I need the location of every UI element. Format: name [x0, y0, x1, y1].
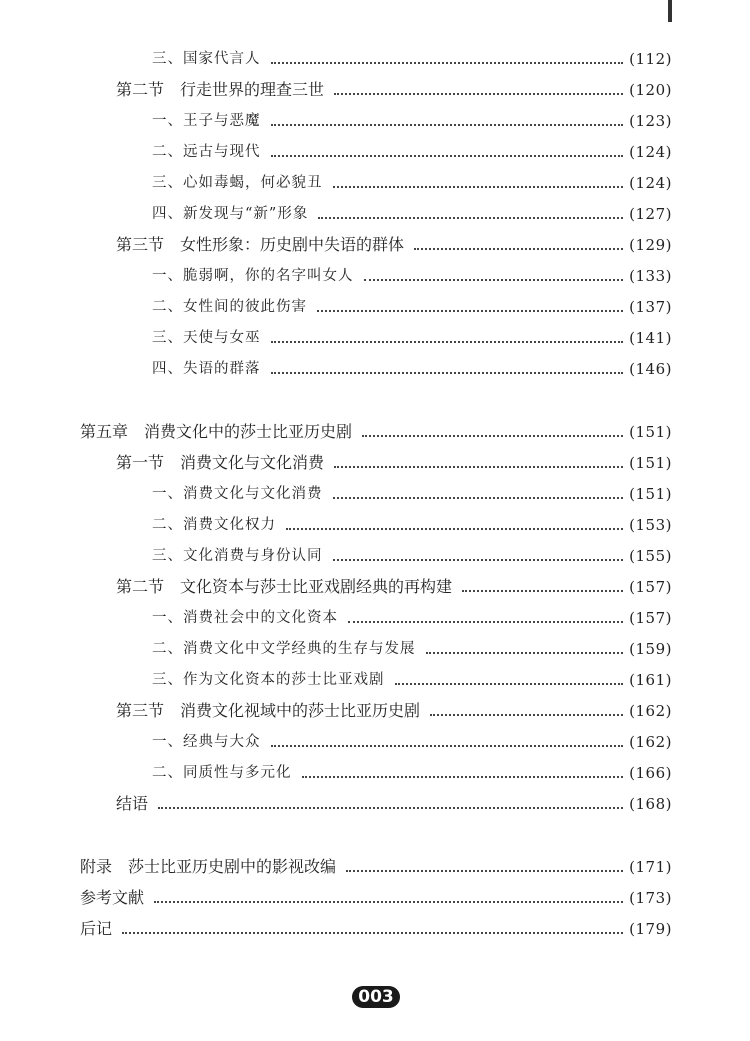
toc-entry	[116, 698, 672, 720]
toc-entry-title: 第二节 文化资本与莎士比亚戏剧经典的再构建	[116, 577, 453, 596]
toc-entry-title: 后记	[80, 919, 113, 938]
dot-leader	[271, 372, 624, 374]
toc-entry-title: 结语	[116, 794, 149, 813]
toc-entry	[80, 916, 672, 938]
toc-entry	[152, 170, 672, 192]
toc-entry-title: 三、心如毒蝎，何必貌丑	[152, 175, 323, 191]
dot-leader	[271, 124, 624, 126]
toc-entry-title: 附录 莎士比亚历史剧中的影视改编	[80, 857, 337, 876]
toc-entry-page: (159)	[629, 640, 672, 658]
toc-entry-page: (120)	[629, 81, 672, 99]
dot-leader	[430, 714, 623, 716]
dot-leader	[333, 559, 624, 561]
dot-leader	[154, 901, 623, 903]
toc-entry-page: (157)	[629, 578, 672, 596]
toc-entry-page: (141)	[629, 329, 672, 347]
toc-entry-page: (179)	[629, 920, 672, 938]
toc-entry-page: (168)	[629, 795, 672, 813]
toc-entry-title: 二、同质性与多元化	[152, 765, 292, 781]
dot-leader	[362, 435, 623, 437]
toc-entry-page: (151)	[629, 423, 672, 441]
dot-leader	[414, 248, 623, 250]
toc-entry-title: 四、新发现与“新”形象	[152, 206, 309, 222]
toc-entry-page: (162)	[629, 702, 672, 720]
toc-entry-title: 二、女性间的彼此伤害	[152, 299, 307, 315]
dot-leader	[271, 745, 624, 747]
toc-entry-title: 第二节 行走世界的理查三世	[116, 80, 325, 99]
dot-leader	[302, 776, 624, 778]
dot-leader	[348, 621, 623, 623]
toc-entry	[116, 791, 672, 813]
toc-entry	[80, 854, 672, 876]
toc-entry	[116, 574, 672, 596]
toc-entry-title: 二、远古与现代	[152, 144, 261, 160]
dot-leader	[271, 155, 624, 157]
toc-entry	[116, 450, 672, 472]
dot-leader	[271, 62, 624, 64]
toc-entry-title: 一、消费文化与文化消费	[152, 486, 323, 502]
toc-entry	[152, 294, 672, 316]
dot-leader	[333, 186, 624, 188]
toc-entry-title: 一、消费社会中的文化资本	[152, 610, 338, 626]
toc-entry	[152, 512, 672, 534]
toc-entry-page: (151)	[629, 485, 672, 503]
toc-entry	[152, 760, 672, 782]
toc-entry-page: (161)	[629, 671, 672, 689]
dot-leader	[317, 310, 623, 312]
toc-entry-page: (123)	[629, 112, 672, 130]
toc-entry	[152, 201, 672, 223]
dot-leader	[426, 652, 624, 654]
toc-entry-page: (127)	[629, 205, 672, 223]
dot-leader	[364, 279, 624, 281]
toc-entry	[152, 108, 672, 130]
toc-entry-page: (112)	[629, 50, 672, 68]
dot-leader	[158, 807, 623, 809]
toc-entry-page: (129)	[629, 236, 672, 254]
toc-entry-title: 一、王子与恶魔	[152, 113, 261, 129]
toc-entry	[116, 232, 672, 254]
toc-entry	[152, 543, 672, 565]
toc-entry-page: (146)	[629, 360, 672, 378]
toc-entry	[152, 636, 672, 658]
toc-entry-title: 三、天使与女巫	[152, 330, 261, 346]
toc-entry-title: 二、消费文化权力	[152, 517, 276, 533]
dot-leader	[122, 932, 623, 934]
toc-entry-title: 参考文献	[80, 888, 145, 907]
toc-entry	[152, 729, 672, 751]
toc-entry-page: (171)	[629, 858, 672, 876]
dot-leader	[395, 683, 624, 685]
dot-leader	[346, 870, 623, 872]
toc-entry-page: (162)	[629, 733, 672, 751]
dot-leader	[333, 497, 624, 499]
toc-entry-page: (153)	[629, 516, 672, 534]
toc-entry-page: (151)	[629, 454, 672, 472]
toc-entry-page: (173)	[629, 889, 672, 907]
toc-entry-page: (166)	[629, 764, 672, 782]
toc-entry	[152, 263, 672, 285]
toc-entry-title: 第一节 消费文化与文化消费	[116, 453, 325, 472]
toc-entry-page: (155)	[629, 547, 672, 565]
page-number-badge: 003	[352, 986, 400, 1008]
dot-leader	[334, 466, 623, 468]
dot-leader	[271, 341, 624, 343]
toc-entry	[152, 356, 672, 378]
dot-leader	[462, 590, 623, 592]
toc-entry	[152, 325, 672, 347]
toc-entry	[152, 46, 672, 68]
toc-entry-page: (157)	[629, 609, 672, 627]
toc-entry-title: 一、经典与大众	[152, 734, 261, 750]
toc-entry-page: (124)	[629, 143, 672, 161]
toc-entry	[80, 419, 672, 441]
toc-entry-title: 二、消费文化中文学经典的生存与发展	[152, 641, 416, 657]
dot-leader	[318, 217, 623, 219]
toc-entry-title: 四、失语的群落	[152, 361, 261, 377]
toc-entry-title: 三、作为文化资本的莎士比亚戏剧	[152, 672, 385, 688]
toc-entry	[152, 667, 672, 689]
toc-entry-title: 第五章 消费文化中的莎士比亚历史剧	[80, 422, 353, 441]
dot-leader	[286, 528, 623, 530]
toc-entry	[152, 481, 672, 503]
toc-entry-title: 第三节 女性形象：历史剧中失语的群体	[116, 235, 405, 254]
toc-entry	[116, 77, 672, 99]
toc-entry-title: 三、国家代言人	[152, 51, 261, 67]
toc-entry-title: 第三节 消费文化视域中的莎士比亚历史剧	[116, 701, 421, 720]
toc-entry	[80, 885, 672, 907]
toc-entry	[152, 139, 672, 161]
dot-leader	[334, 93, 623, 95]
toc-entry	[152, 605, 672, 627]
toc-entry-page: (137)	[629, 298, 672, 316]
toc-entry-page: (133)	[629, 267, 672, 285]
toc-entry-title: 三、文化消费与身份认同	[152, 548, 323, 564]
toc-entry-page: (124)	[629, 174, 672, 192]
toc-entry-title: 一、脆弱啊，你的名字叫女人	[152, 268, 354, 284]
